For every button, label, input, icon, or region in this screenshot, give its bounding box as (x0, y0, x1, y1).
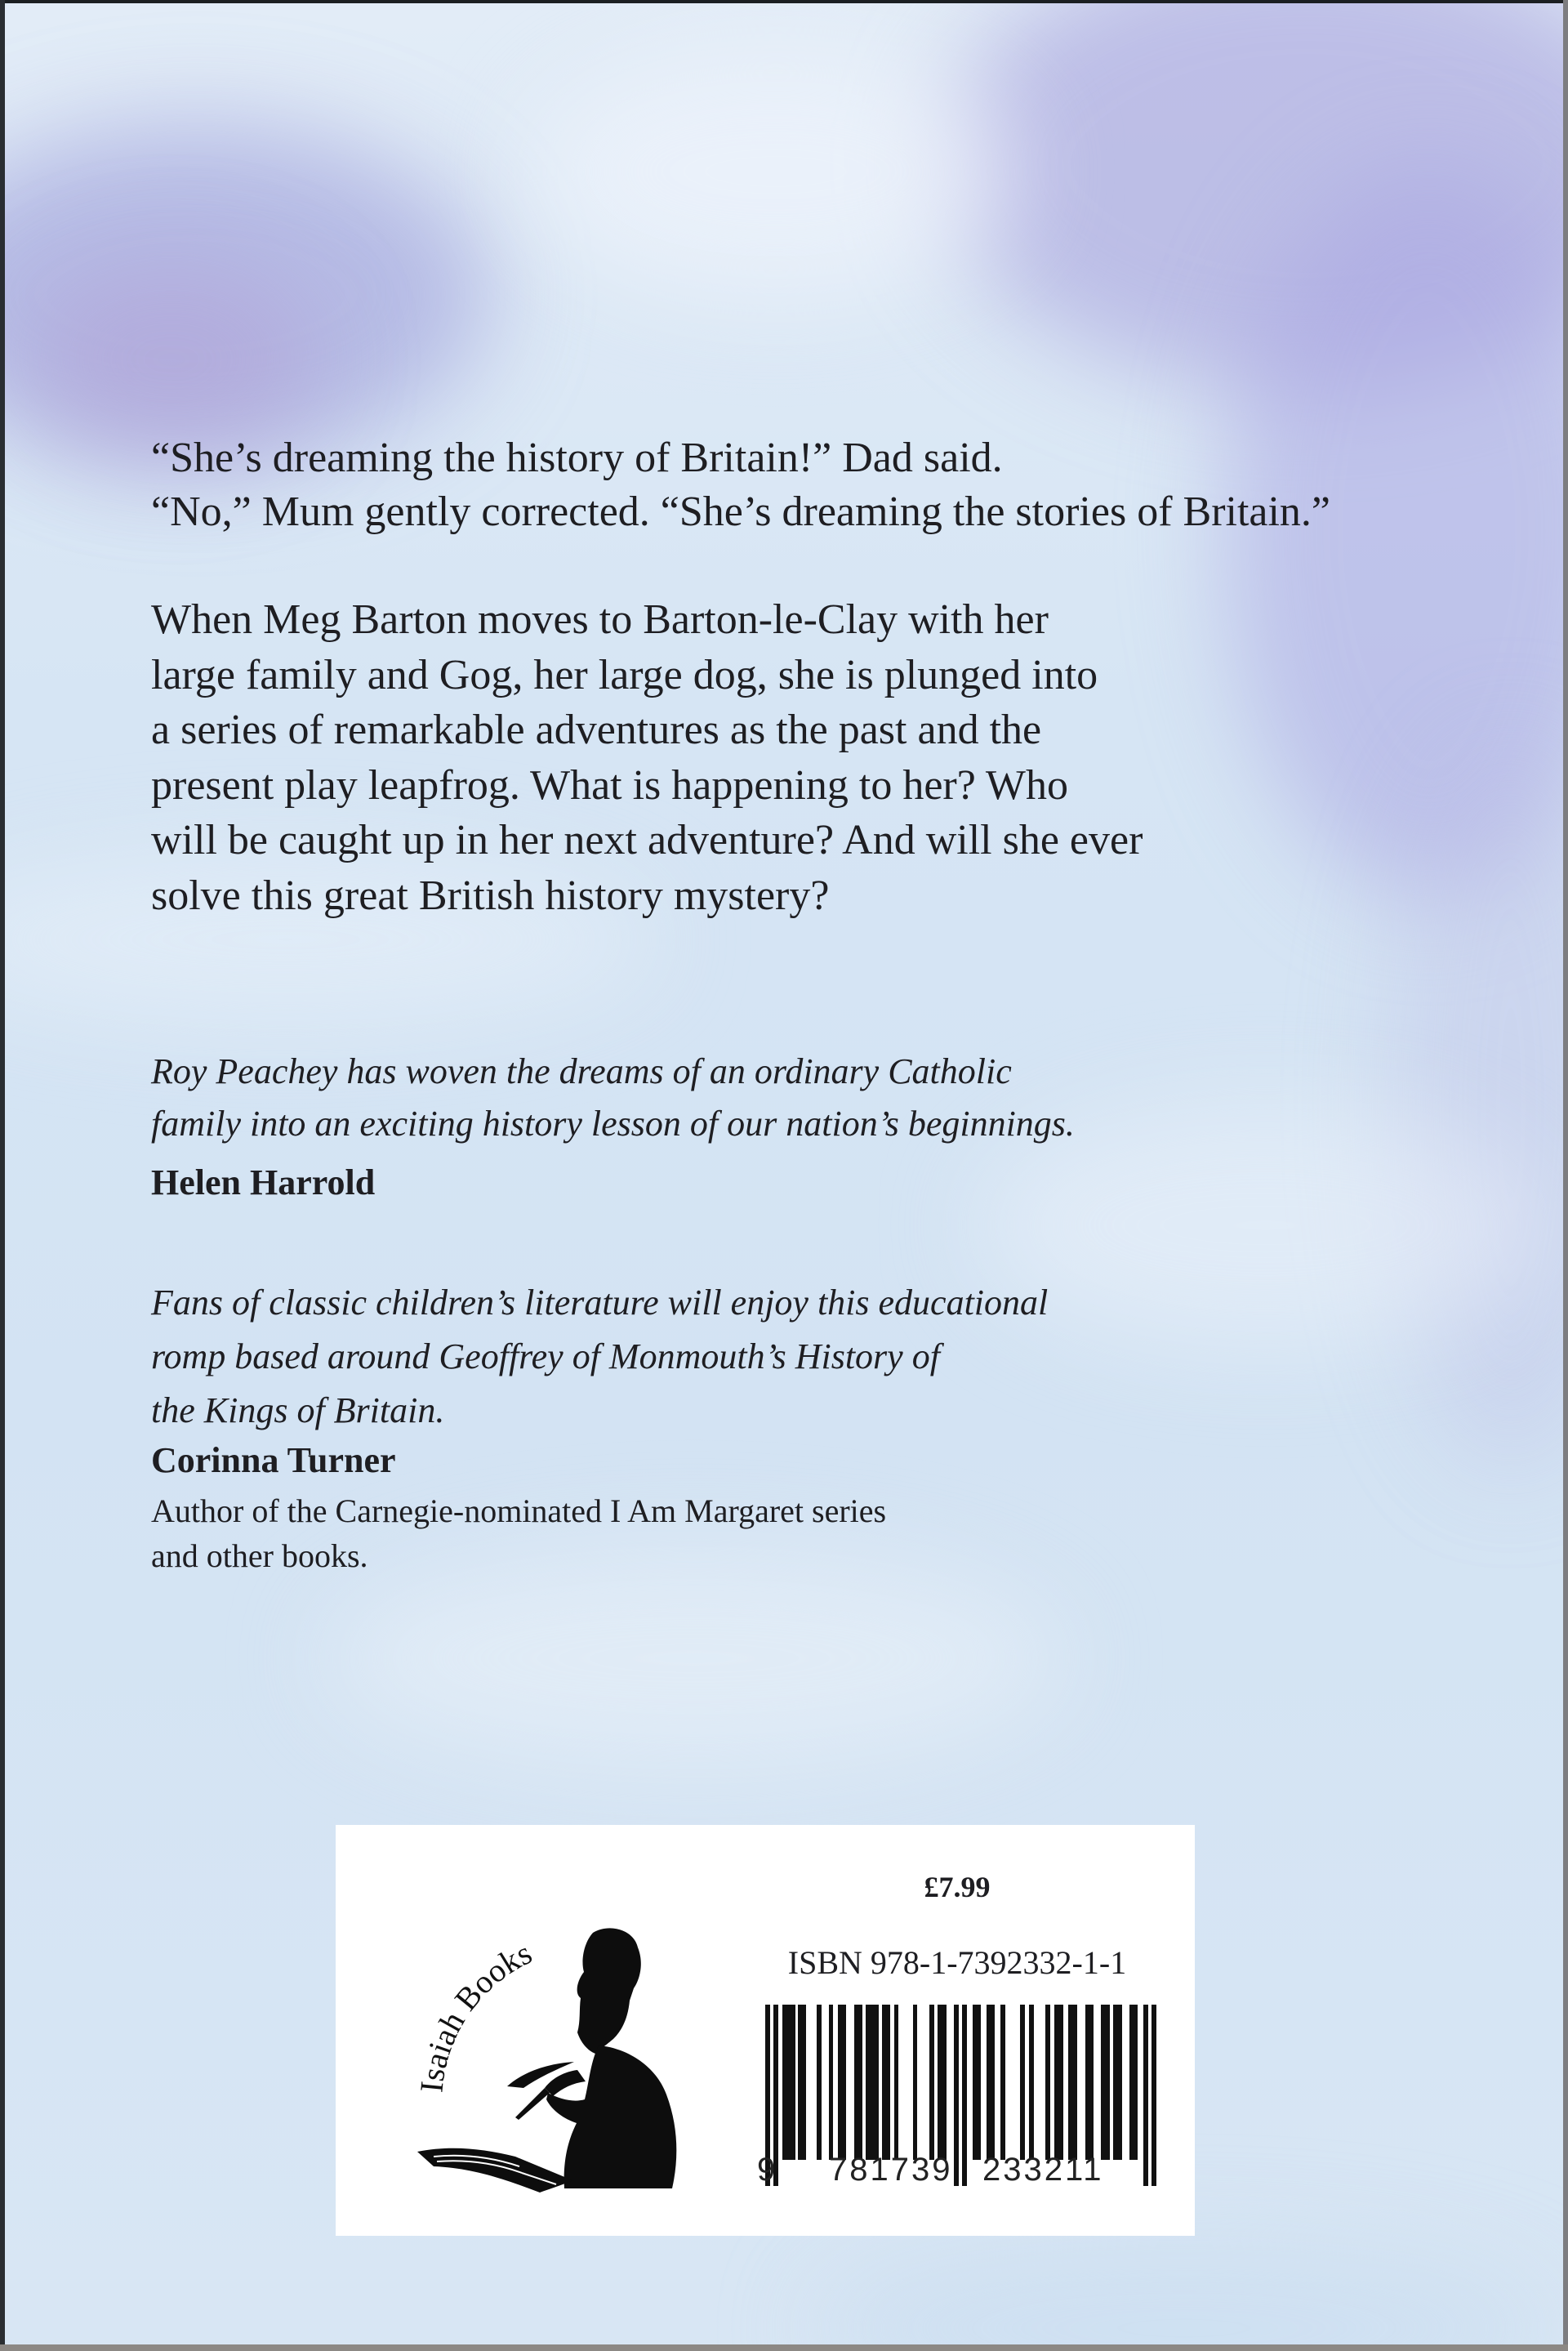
opening-dialogue (151, 431, 1330, 539)
barcode-bar (1045, 2005, 1050, 2160)
scan-edge-right (1563, 0, 1568, 2351)
reviewer-credentials-line: Author of the Carnegie-nominated I Am Margaret series (151, 1492, 887, 1529)
barcode-bar (1068, 2005, 1076, 2160)
review-line: romp based around Geoffrey of Monmouth’s History of (151, 1336, 940, 1376)
scan-edge-bottom (0, 2344, 1568, 2351)
barcode-right-digits: 233211 (982, 2152, 1104, 2188)
blurb-line: a series of remarkable adventures as the past and the (151, 707, 1042, 754)
price: £7.99 (924, 1871, 991, 1903)
blurb-paragraph (151, 592, 1143, 924)
review-line: Fans of classic children’s literature will enjoy this educational (151, 1283, 1049, 1323)
review-line: the Kings of Britain. (151, 1390, 445, 1430)
scan-edge-left (0, 0, 5, 2351)
barcode-bar (1129, 2005, 1138, 2160)
opening-line: “No,” Mum gently corrected. “She’s dreaming the stories of Britain.” (151, 488, 1331, 535)
barcode-bar (1020, 2005, 1025, 2160)
barcode-bar (929, 2005, 934, 2160)
barcode-bar (1029, 2005, 1034, 2160)
publisher-name-text: Isaiah Books (412, 1934, 537, 2094)
barcode-bar (894, 2005, 899, 2160)
ean13-barcode (757, 2005, 1157, 2193)
blurb-line: When Meg Barton moves to Barton-le-Clay with her (151, 596, 1049, 643)
barcode-bar (938, 2005, 946, 2160)
blurb-line: large family and Gog, her large dog, she is plunged into (151, 651, 1098, 698)
barcode-bar (866, 2005, 879, 2160)
barcode-bar (838, 2005, 846, 2160)
cloud-highlight (531, 49, 1021, 294)
barcode-bar (829, 2005, 834, 2160)
barcode-bar (798, 2005, 806, 2160)
barcode-bar (1000, 2005, 1005, 2160)
barcode-left-digits: 781739 (829, 2152, 953, 2188)
price-isbn-label (336, 1825, 1195, 2236)
reviewer-name: Helen Harrold (151, 1162, 376, 1202)
barcode-bar (882, 2005, 890, 2160)
reviewer-name: Corinna Turner (151, 1440, 396, 1480)
blurb-line: will be caught up in her next adventure? And will she ever (151, 817, 1143, 864)
barcode-bar (1085, 2005, 1094, 2160)
barcode-bars (765, 2005, 1157, 2168)
blurb-line: solve this great British history mystery? (151, 872, 830, 919)
barcode-bar (987, 2005, 995, 2160)
barcode-bar (1054, 2005, 1062, 2160)
barcode-bar (913, 2005, 918, 2160)
blurb-line: present play leapfrog. What is happening to her? Who (151, 761, 1068, 809)
review-line: family into an exciting history lesson of our nation’s beginnings. (151, 1104, 1075, 1144)
barcode-bar (1101, 2005, 1109, 2160)
barcode-bar (854, 2005, 862, 2160)
reviewer-credentials (151, 1488, 886, 1578)
scan-edge-top (0, 0, 1568, 3)
review-quote (151, 1046, 1075, 1150)
cloud-highlight (327, 1552, 1062, 1764)
barcode-first-digit: 9 (757, 2152, 776, 2188)
barcode-digits (757, 2152, 1157, 2201)
publisher-logo (385, 1858, 728, 2201)
review-line: Roy Peachey has woven the dreams of an ordinary Catholic (151, 1051, 1012, 1091)
isbn-number: ISBN 978-1-7392332-1-1 (787, 1944, 1127, 1981)
review-quote (151, 1276, 1048, 1438)
barcode-bar (817, 2005, 822, 2160)
barcode-bar (1113, 2005, 1121, 2160)
reviewer-credentials-line: and other books. (151, 1537, 368, 1574)
barcode-bar (973, 2005, 981, 2160)
opening-line: “She’s dreaming the history of Britain!” Dad said. (151, 435, 1003, 481)
scribe-silhouette-icon (417, 1928, 676, 2193)
barcode-bar (782, 2005, 795, 2160)
cloud-patch (24, 261, 318, 457)
